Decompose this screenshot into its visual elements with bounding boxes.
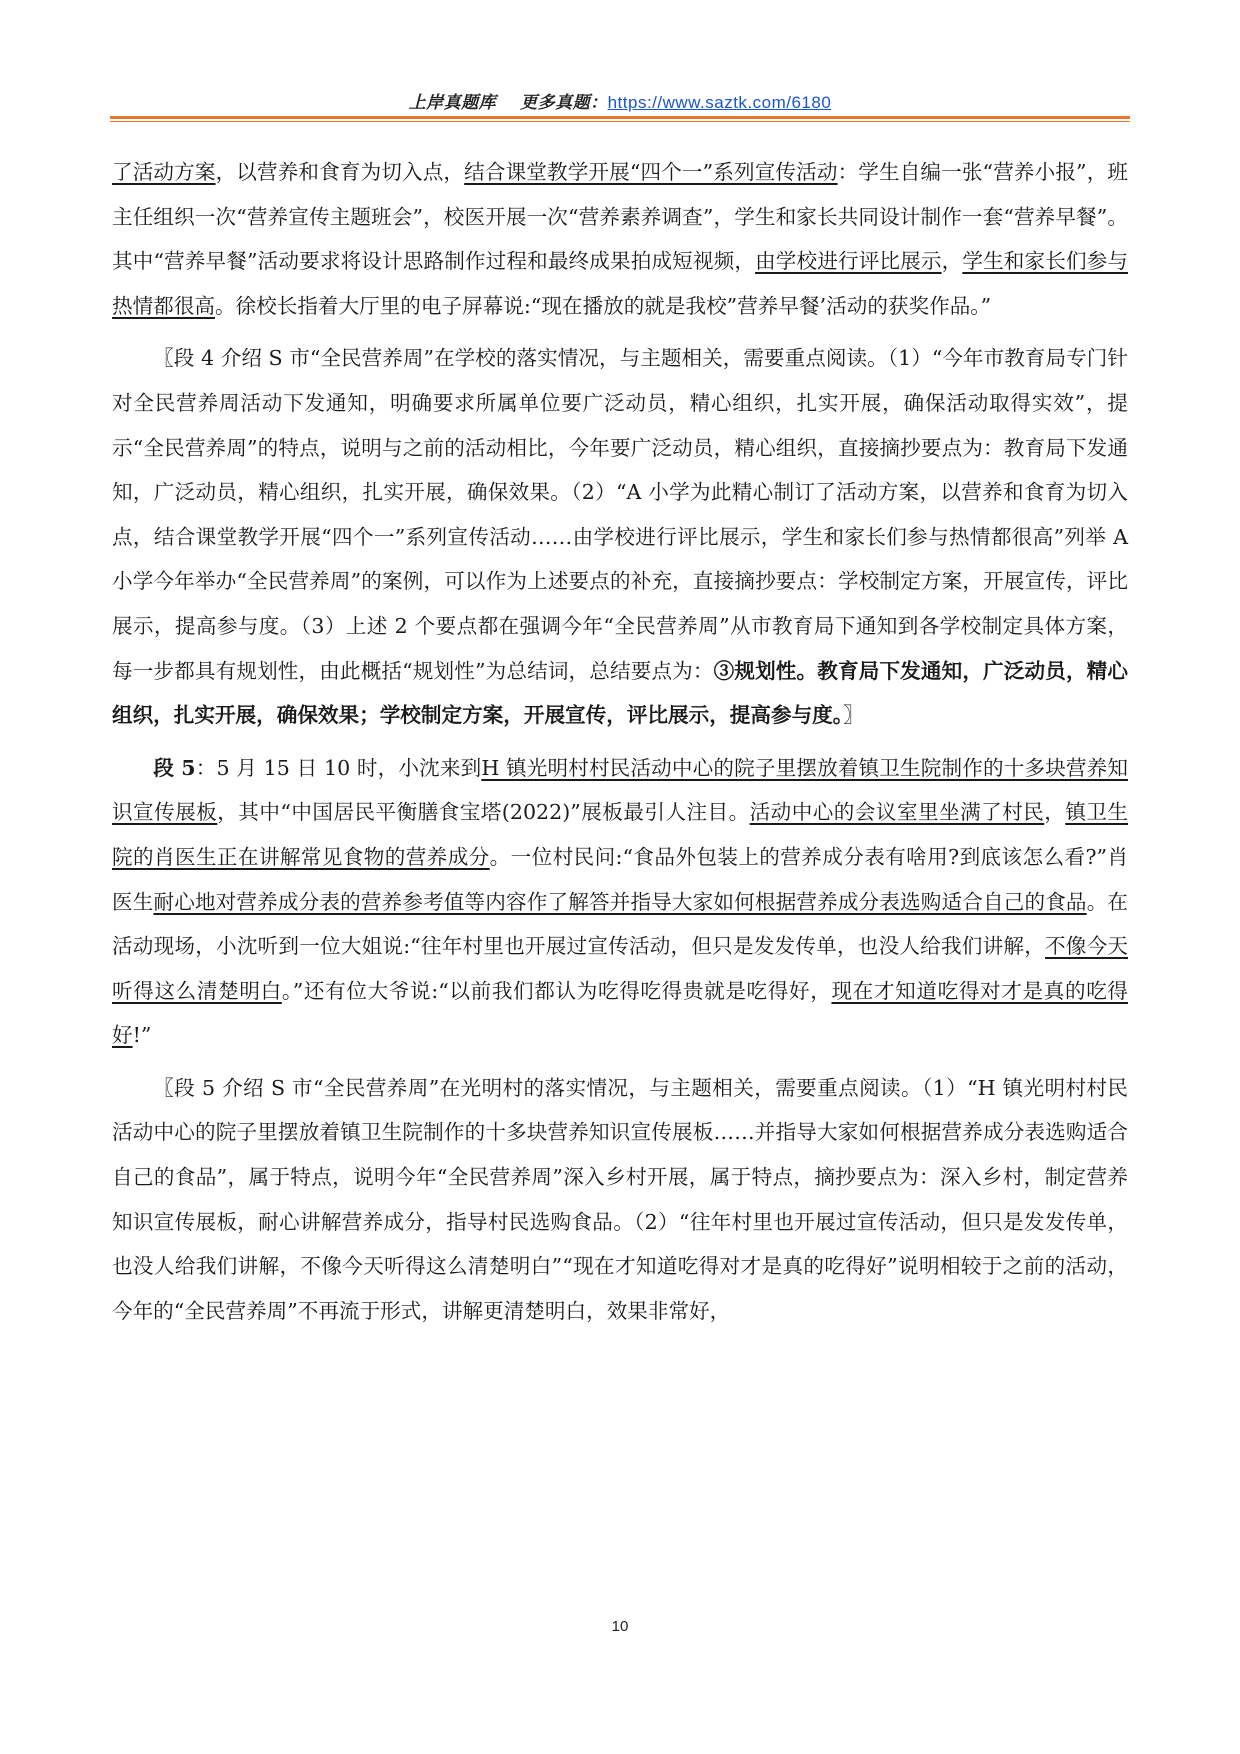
- text-span: 〖段 5 介绍 S 市“全民营养周”在光明村的落实情况，与主题相关，需要重点阅读。（1）“H 镇光明村村民活动中心的院子里摆放着镇卫生院制作的十多块营养知识宣传展板……并指导大家如何根据营养成分表选购适合自己的食品”，属于特点，说明今年“全民营养周”深入乡村开展，属于特点，摘抄要点为：深入乡村，制定营养知识宣传展板，耐心讲解营养成分，指导村民选购食品。（2）“往年村里也开展过宣传活动，但只是发发传单，也没人给我们讲解，不像今天听得这么清楚明白”“现在才知道吃得对才是真的吃得好”说明相较于之前的活动，今年的“全民营养周”不再流于形式，讲解更清楚明白，效果非常好，: [112, 1075, 1128, 1323]
- underlined-span: 了活动方案: [112, 160, 216, 184]
- paragraph-1: [112, 150, 1128, 328]
- text-span: 〗: [843, 703, 864, 728]
- more-label: 更多真题：: [520, 93, 608, 113]
- paragraph-4-analysis: [112, 1066, 1128, 1334]
- page-header: [0, 88, 1240, 113]
- text-span: ，以营养和食育为切入点，: [215, 160, 465, 184]
- brand-label: 上岸真题库: [408, 93, 497, 113]
- text-span: ：学生自编一张“营养小报”，班主任组织一次“营养宣传主题班会”，校医开展一次“营养素养调查”，学生和家长共同设计制作一套“营养早餐”。其中“营养早餐”活动要求将设计思路制作过程和最终成果拍成短视频，: [112, 160, 1129, 274]
- paragraph-2-analysis: [112, 336, 1128, 737]
- text-span: !”: [132, 1023, 152, 1048]
- text-span: ，其中“中国居民平衡膳食宝塔(2022)”展板最引人注目。: [217, 800, 750, 825]
- text-span: 。一位村民问:“食品外包装上的营养成分表有啥用?到底该怎么看?”肖医生: [112, 844, 1129, 914]
- page-number: 10: [611, 1618, 629, 1635]
- underlined-span: 由学校进行评比展示: [755, 249, 942, 274]
- underlined-span: 现在才知道吃得对才是真的吃得好: [112, 978, 1129, 1048]
- underlined-span: 不像今天听得这么清楚明白: [112, 934, 1129, 1003]
- summary-bold: ③规划性。教育局下发通知，广泛动员，精心组织，扎实开展，确保效果；学校制定方案，开展宣传，评比展示，提高参与度。: [112, 658, 1128, 728]
- header-rule: [110, 116, 1130, 119]
- text-span: 。”还有位大爷说:“以前我们都认为吃得吃得贵就是吃得好，: [281, 978, 832, 1003]
- text-span: ，: [941, 249, 963, 274]
- underlined-span: 结合课堂教学开展“四个一”系列宣传活动: [464, 160, 838, 184]
- text-span: 。在活动现场，小沈听到一位大姐说:“往年村里也开展过宣传活动，但只是发发传单，也没人给我们讲解，: [112, 889, 1129, 959]
- header-rule-thin: [110, 121, 1130, 122]
- section-label: 段 5: [153, 755, 196, 780]
- text-span: 〖段 4 介绍 S 市“全民营养周”在学校的落实情况，与主题相关，需要重点阅读。（1）“今年市教育局专门针对全民营养周活动下发通知，明确要求所属单位要广泛动员，精心组织，扎实开展，确保活动取得实效”，提示“全民营养周”的特点，说明与之前的活动相比，今年要广泛动员，精心组织，直接摘抄要点为：教育局下发通知，广泛动员，精心组织，扎实开展，确保效果。（2）“A 小学为此精心制订了活动方案，以营养和食育为切入点，结合课堂教学开展“四个一”系列宣传活动……由学校进行评比展示，学生和家长们参与热情都很高”列举 A 小学今年举办“全民营养周”的案例，可以作为上述要点的补充，直接摘抄要点：学校制定方案，开展宣传，评比展示，提高参与度。（3）上述 2 个要点都在强调今年“全民营养周”从市教育局下通知到各学校制定具体方案，每一步都具有规划性，由此概括“规划性”为总结词，总结要点为：: [112, 346, 1128, 683]
- underlined-span: 活动中心的会议室里坐满了村民: [749, 800, 1045, 825]
- text-span: ，: [1044, 800, 1066, 825]
- underlined-span: 学生和家长们参与热情都很高: [112, 249, 1129, 318]
- underlined-span: H 镇光明村村民活动中心的院子里摆放着镇卫生院制作的十多块营养知识宣传展板: [112, 755, 1128, 825]
- source-link[interactable]: https://www.saztk.com/6180: [607, 93, 832, 112]
- underlined-span: 镇卫生院的肖医生正在讲解常见食物的营养成分: [112, 800, 1128, 869]
- underlined-span: 耐心地对营养成分表的营养参考值等内容作了解答并指导大家如何根据营养成分表选购适合自己的食品: [153, 889, 1087, 914]
- document-body: [112, 150, 1128, 1333]
- text-span: ：5 月 15 日 10 时，小沈来到: [195, 755, 482, 780]
- text-span: 。徐校长指着大厅里的电子屏幕说:“现在播放的就是我校”营养早餐’活动的获奖作品。”: [214, 293, 992, 318]
- paragraph-3: [112, 746, 1128, 1058]
